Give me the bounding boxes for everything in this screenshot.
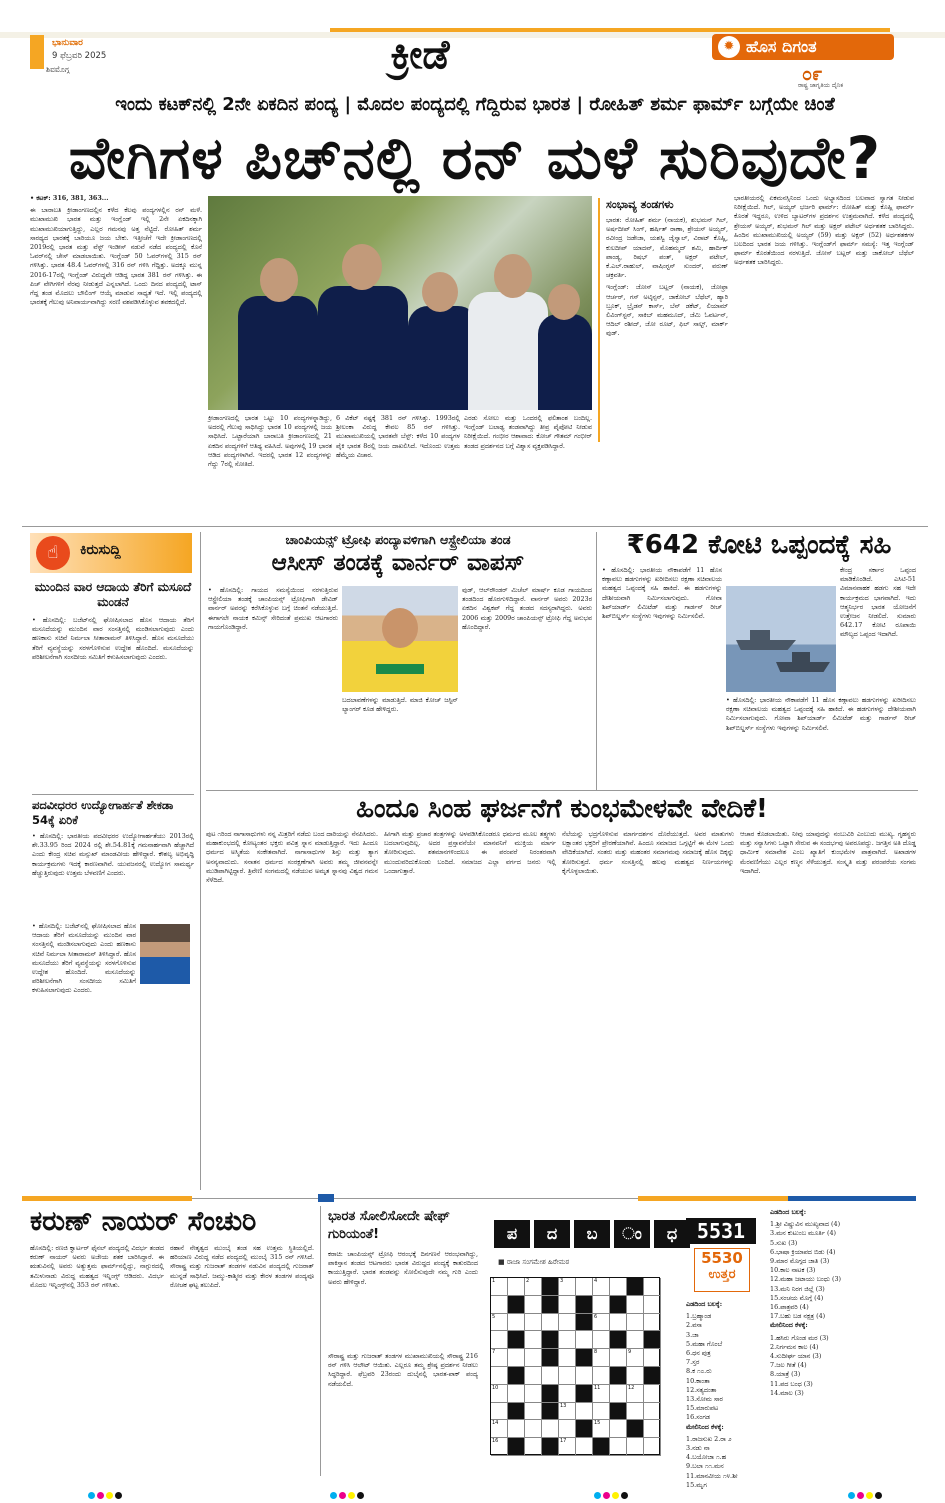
crossword-cell[interactable] — [508, 1420, 525, 1438]
previous-number: 5530 — [701, 1249, 743, 1267]
clue-item: 11.ಪದ ಬಂಧ (3) — [770, 1379, 813, 1388]
crossword-block — [576, 1314, 593, 1332]
padabandha-author: ■ ರಾಜಾ ಸಂಗಮೇಶ ಹಿರೇಮಠ — [498, 1258, 570, 1266]
crossword-cell[interactable] — [525, 1367, 542, 1385]
probables-england: ಇಂಗ್ಲೆಂಡ್: ಜೋಸ್ ಬಟ್ಲರ್ (ನಾಯಕ), ಜೋಫ್ರಾ ಆರ್ಚರ್, ಗಸ್ ಅಟ್ಕಿನ್ಸನ್, ಜಾಕೋಬ್ ಬೆಥೆಲ್, ಹ್ಯಾರಿ ಬ್ರೂಕ್, ಬ್ರೈಡನ್ ಕಾರ್ಸ್, ಬೆನ್ ಡಕೆಟ್, ಲಿಯಾಮ್ ಲಿವಿಂಗ್‌ಸ್ಟನ್, ಸಾಕಿಬ್ ಮಹಮೂದ್, ಜೆಮಿ ಓವರ್ಟನ್, ಆದಿಲ್ ರಶೀದ್, ಜೋ ರೂಟ್, ಫಿಲ್ ಸಾಲ್ಟ್, ಮಾರ್ಕ್ ವುಡ್. — [606, 283, 728, 338]
crossword-cell[interactable] — [491, 1438, 508, 1456]
lead-headline: ವೇಗಿಗಳ ಪಿಚ್‌ನಲ್ಲಿ ರನ್ ಮಳೆ ಸುರಿವುದೇ? — [68, 124, 882, 192]
cell-number: 9 — [628, 1349, 632, 1356]
crossword-cell[interactable] — [644, 1438, 661, 1456]
brief2-body-b — [32, 922, 136, 1190]
crossword-cell[interactable] — [627, 1331, 644, 1349]
padabandha-title — [494, 1220, 678, 1250]
cell-number: 14 — [492, 1420, 499, 1427]
crossword-cell[interactable] — [610, 1438, 627, 1456]
crossword-block — [508, 1296, 525, 1314]
clue-item: 7.ಜಲ ಗೀತೆ (4) — [770, 1361, 807, 1370]
clue-item: 12.ಮಹಾ ಜಟಾಯು ಬಂಧು (3) — [770, 1275, 842, 1284]
crossword-cell[interactable] — [627, 1385, 644, 1403]
minister-photo — [140, 924, 190, 984]
crossword-cell[interactable] — [644, 1385, 661, 1403]
crossword-cell[interactable] — [559, 1367, 576, 1385]
lead-photo — [208, 196, 592, 410]
crossword-cell[interactable] — [491, 1420, 508, 1438]
crossword-cell[interactable] — [491, 1349, 508, 1367]
cell-number: 15 — [594, 1420, 601, 1427]
cell-number: 7 — [492, 1349, 496, 1356]
warner-photo — [342, 586, 458, 692]
cell-number: 11 — [594, 1384, 601, 1391]
masthead-town: ಶಿವಮೊಗ್ಗ — [46, 65, 70, 74]
crossword-cell[interactable] — [559, 1438, 576, 1456]
crossword-block — [542, 1331, 559, 1349]
divider — [206, 790, 918, 791]
crossword-cell[interactable] — [508, 1314, 525, 1332]
clue-item: 16.ಸಂಗಡ — [686, 1413, 710, 1422]
clue-item: 15.ಸಂಚಯ ಮೊಗ್ಗೆ (4) — [770, 1293, 824, 1302]
crossword-clues — [770, 1208, 918, 1478]
masthead-day: ಭಾನುವಾರ — [52, 38, 83, 48]
warner-kicker: ಚಾಂಪಿಯನ್ಸ್ ಟ್ರೋಫಿ ಪಂದ್ಯಾವಳಿಗಾಗಿ ಆಸ್ಟ್ರೇಲಿಯಾ ತಂಡ — [285, 532, 511, 547]
brief1-body: • ಹೊಸದಿಲ್ಲಿ: ಬಜೆಟ್‌ನಲ್ಲಿ ಘೋಷಿಸಲಾದ ಹೊಸ ಆದಾಯ ತೆರಿಗೆ ಮಸೂದೆಯನ್ನು ಮುಂದಿನ ವಾರ ಸಂಸತ್ತಿನಲ್ಲಿ ಮಂಡಿಸಲಾಗುವುದು ಎಂದು ಹಣಕಾಸು ಸಚಿವೆ ನಿರ್ಮಲಾ ಸೀತಾರಾಮನ್ ತಿಳಿಸಿದ್ದಾರೆ. ಹೊಸ ಮಸೂದೆಯು ತೆರಿಗೆ ವ್ಯವಸ್ಥೆಯನ್ನು ಸರಳಗೊಳಿಸುವ ಉದ್ದೇಶ ಹೊಂದಿದೆ. ಮಸೂದೆಯನ್ನು ಪರಿಶೀಲನೆಗಾಗಿ ಸಂಸದೀಯ ಸಮಿತಿಗೆ ಕಳುಹಿಸಲಾಗುವುದು ಎಂದರು. — [32, 616, 194, 661]
clue-item: 4.ಸುದೀರ್ಘ ಯಾನ (3) — [770, 1352, 822, 1361]
crossword-cell[interactable] — [491, 1314, 508, 1332]
crossword-cell[interactable] — [610, 1385, 627, 1403]
crossword-cell[interactable] — [627, 1296, 644, 1314]
previous-answer-box — [694, 1248, 750, 1292]
clue-item: 15.ಮಾರುಪಟ — [686, 1404, 719, 1413]
color-bar — [638, 1196, 788, 1201]
kirusuddi-title: ಕಿರುಸುದ್ದಿ — [80, 542, 121, 558]
crossword-block — [576, 1296, 593, 1314]
clue-item: 1.ರಾಜಸುಖ 2.ರಾ ೨ — [686, 1434, 732, 1443]
crossword-cell[interactable] — [627, 1314, 644, 1332]
solisode-headline: ಭಾರತ ಸೋಲಿಸೋದೇ ಷೇಫ್ ಗುರಿಯಂತೆ! — [328, 1209, 450, 1242]
divider — [32, 794, 194, 795]
crossword-block — [508, 1403, 525, 1421]
crossword-cell[interactable] — [576, 1403, 593, 1421]
karun-body-right: ರಹಾನೆ ನೇತೃತ್ವದ ಮುಂಬೈ ತಂಡ ಸಹ ಉತ್ತಮ ಸ್ಥಿತಿಯಲ್ಲಿದೆ. ಹರಿಯಾಣ ವಿರುದ್ಧ ನಡೆದ ಪಂದ್ಯದಲ್ಲಿ ಮುಂಬೈ 315 ರನ್ ಗಳಿಸಿದೆ. ಸೌರಾಷ್ಟ್ರ ಮತ್ತು ಗುಜರಾತ್ ತಂಡಗಳ ನಡುವಿನ ಪಂದ್ಯದಲ್ಲಿ ಗುಜರಾತ್ ಮುನ್ನಡೆ ಸಾಧಿಸಿದೆ. ಜಮ್ಮು-ಕಾಶ್ಮೀರ ಮತ್ತು ಕೇರಳ ತಂಡಗಳ ಪಂದ್ಯವೂ ರೋಚಕ ಘಟ್ಟ ತಲುಪಿದೆ. — [170, 1244, 314, 1289]
clues-down-heading: ಮೇಲಿನಿಂದ ಕೆಳಕ್ಕೆ: — [770, 1321, 808, 1330]
clue-item: 13.ಮನಿ ನಿರಗ ಜಿಲ್ಲೆ (3) — [770, 1284, 825, 1293]
crossword-cell[interactable] — [491, 1385, 508, 1403]
probables-box — [598, 198, 728, 442]
crossword-block — [576, 1420, 593, 1438]
crossword-cell[interactable] — [508, 1278, 525, 1296]
crossword-cell[interactable] — [525, 1385, 542, 1403]
clue-item: 15.ಮೃಗ — [686, 1480, 707, 1489]
crossword-cell[interactable] — [593, 1403, 610, 1421]
crossword-block — [542, 1349, 559, 1367]
color-bar — [22, 1196, 192, 1201]
crossword-cell[interactable] — [576, 1278, 593, 1296]
crossword-block — [576, 1349, 593, 1367]
crossword-cell[interactable] — [593, 1385, 610, 1403]
crossword-cell[interactable] — [644, 1420, 661, 1438]
crossword-block — [593, 1438, 610, 1456]
karun-body-left: ಹೊಸದಿಲ್ಲಿ: ರಣಜಿ ಕ್ವಾರ್ಟರ್ ಫೈನಲ್ ಪಂದ್ಯದಲ್ಲಿ ವಿದರ್ಭ ತಂಡದ ಕರುಣ್ ನಾಯರ್ ಅವರು ಅಜೇಯ ಶತಕ ಬಾರಿಸಿದ್ದಾರೆ. ಈ ಋತುವಿನಲ್ಲಿ ಅವರು ಅತ್ಯುತ್ತಮ ಫಾರ್ಮ್‌ನಲ್ಲಿದ್ದು, ನಾಗ್ಪುರದಲ್ಲಿ ತಮಿಳುನಾಡು ವಿರುದ್ಧ ಮಹತ್ವದ ಇನ್ನಿಂಗ್ಸ್ ಆಡಿದರು. ವಿದರ್ಭ ಮೊದಲ ಇನ್ನಿಂಗ್ಸ್‌ನಲ್ಲಿ 353 ರನ್ ಗಳಿಸಿತು. — [30, 1244, 164, 1289]
lead-dateline: • ಕಟಕ್: 316, 381, 363... — [30, 194, 109, 202]
crossword-cell[interactable] — [627, 1367, 644, 1385]
divider — [22, 526, 928, 527]
crossword-cell[interactable] — [593, 1296, 610, 1314]
crossword-cell[interactable] — [593, 1367, 610, 1385]
previous-answers — [686, 1300, 768, 1489]
logo-tagline: ರಾಷ್ಟ್ರ ಜಾಗೃತಿಯ ದೈನಿಕ — [798, 82, 844, 89]
crossword-block — [644, 1331, 661, 1349]
crossword-cell[interactable] — [593, 1278, 610, 1296]
crossword-cell[interactable] — [627, 1438, 644, 1456]
cell-number: 16 — [492, 1438, 499, 1445]
cell-number: 12 — [628, 1384, 635, 1391]
clue-item: 13.ಸೋಮ ಸಾರ — [686, 1395, 723, 1404]
clue-item: 9.ಬಲಾ ೧೧.ಮನ — [686, 1462, 724, 1471]
lead-body-3: 6 ವಿಕೆಟ್ ನಷ್ಟಕ್ಕೆ 381 ರನ್ ಗಳಿಸಿತ್ತು. 1993ರಲ್ಲಿ ಶ್ರೀಲಂಕಾ ವಿರುದ್ಧ ಕೇವಲ 85 ರನ್ ಗಳಿಸಿತ್ತು. ಮುಖಾಮುಖಿಯಲ್ಲಿ ಭಾರತವೇ ಬೆಸ್ಟ್: ಕಳೆದ 10 ಪಂದ್ಯಗಳ ಪೈಕಿ ಭಾರತ 8ರಲ್ಲಿ ಜಯ ದಾಖಲಿಸಿದೆ. ಇದೊಂದು ಉತ್ತಮ ಹೆಮ್ಮೆಯ ವಿಚಾರ. — [336, 414, 460, 459]
brief2-body-a: • ಹೊಸದಿಲ್ಲಿ: ಭಾರತೀಯ ಪದವೀಧರರ ಉದ್ಯೋಗಾರ್ಹತೆಯು 2013ರಲ್ಲಿ ಶೇ.33.95 ರಿಂದ 2024 ರಲ್ಲಿ ಶೇ.54.81ಕ್ಕೆ ಗಮನಾರ್ಹವಾಗಿ ಹೆಚ್ಚಾಗಿದೆ ಎಂದು ಕೇಂದ್ರ ಸಚಿವ ಮನ್ಸುಖ್ ಮಾಂಡವೀಯ ಹೇಳಿದ್ದಾರೆ. ಕೌಶಲ್ಯ ಅಭಿವೃದ್ಧಿ ಕಾರ್ಯಕ್ರಮಗಳು ಇದಕ್ಕೆ ಕಾರಣವಾಗಿವೆ. ಯುವಜನರಲ್ಲಿ ಉದ್ಯೋಗ ಸಾಮರ್ಥ್ಯ ಹೆಚ್ಚುತ್ತಿರುವುದು ಉತ್ತಮ ಬೆಳವಣಿಗೆ ಎಂದರು. — [32, 832, 194, 877]
clue-item: 17.ಬಹು ಬಡ ನಕ್ಷತ್ರ (4) — [770, 1312, 826, 1321]
lead-body-1: ಈ ಬಾರಾಬತಿ ಕ್ರೀಡಾಂಗಣದಲ್ಲಿನ ಕಳೆದ ಕೆಲವು ಪಂದ್ಯಗಳಲ್ಲಿನ ರನ್ ಮಳೆ. ಮುಖಾಮುಖಿ ಭಾರತ ಮತ್ತು ಇಂಗ್ಲೆಂಡ್ ಇಲ್ಲಿ 2ನೇ ಏಕದಿನಕ್ಕಾಗಿ ಮುಖಾಮುಖಿಯಾಗುತ್ತಿದ್ದು, ಎಲ್ಲರ ಗಮನವು ಅತ್ತ ನೆಟ್ಟಿದೆ. ರೋಹಿತ್ ಶರ್ಮ ಸಾರಥ್ಯದ ಭಾರತಕ್ಕೆ ಬಾರಿಯೂ ಜಯ ಬೇಕು. ಇತ್ತೀಚೆಗೆ ಇದೇ ಕ್ರೀಡಾಂಗಣದಲ್ಲಿ 2019ರಲ್ಲಿ ಭಾರತ ಮತ್ತು ವೆಸ್ಟ್ ಇಂಡೀಸ್ ನಡುವೆ ನಡೆದ ಪಂದ್ಯದಲ್ಲಿ ಕೊನೆ ಓವರ್‌ನಲ್ಲಿ ಚೇಸ್ ಮಾಡಲಾಯಿತು. ಇಂಗ್ಲೆಂಡ್ 50 ಓವರ್‌ಗಳಲ್ಲಿ 315 ರನ್ ಗಳಿಸಿತ್ತು. ಭಾರತ 48.4 ಓವರ್‌ಗಳಲ್ಲಿ 316 ರನ್ ಗಳಿಸಿ ಗೆದ್ದಿತ್ತು. ಅದಕ್ಕೂ ಮುನ್ನ 2016-17ರಲ್ಲಿ ಇಂಗ್ಲೆಂಡ್ ವಿರುದ್ಧವೇ ಆಡಿದ್ದ ಭಾರತ 381 ರನ್ ಗಳಿಸಿತ್ತು. ಈ ಪಿಚ್ ವೇಗಿಗಳಿಗೆ ನೆರವು ನೀಡುತ್ತದೆ ಎನ್ನಲಾಗಿದೆ. ಒಂದು ದಿನದ ಪಂದ್ಯದಲ್ಲಿ ಟಾಸ್ ಗೆದ್ದ ತಂಡ ಮೊದಲು ಬೌಲಿಂಗ್ ಆಯ್ಕೆ ಮಾಡುವ ಸಾಧ್ಯತೆ ಇದೆ. ಇಲ್ಲಿ ಪಂದ್ಯದಲ್ಲಿ ಭಾರತಕ್ಕೆ ಗೆಲುವು ಅನಿವಾರ್ಯವಾಗಿದ್ದು ಸರಣಿ ವಶಪಡಿಸಿಕೊಳ್ಳುವ ತವಕದಲ್ಲಿದೆ. — [30, 206, 202, 307]
crossword-cell[interactable] — [627, 1349, 644, 1367]
clue-item: 2.ನಿರ್ಗಮನ ಕಾಲ (4) — [770, 1342, 819, 1351]
lead-column-2 — [208, 414, 332, 524]
clue-item: 11.ಮಾನವೀಯ ೧೪.ಶೀ — [686, 1471, 738, 1480]
crossword-block — [610, 1403, 627, 1421]
crossword-cell[interactable] — [644, 1278, 661, 1296]
page-number: ೦೯ — [802, 64, 823, 85]
cell-number: 6 — [594, 1313, 598, 1320]
lead-column-4 — [464, 414, 592, 524]
crossword-block — [610, 1296, 627, 1314]
crossword-cell[interactable] — [542, 1314, 559, 1332]
answers-down-heading: ಮೇಲಿನಿಂದ ಕೆಳಕ್ಕೆ: — [686, 1422, 724, 1431]
cell-number: 3 — [560, 1278, 564, 1284]
crossword-cell[interactable] — [491, 1331, 508, 1349]
color-bar — [318, 1194, 334, 1202]
clue-item: 6.ಭಾಷಾ ಕ್ರಿಯಾಪದ ಬಿಡು (4) — [770, 1247, 836, 1256]
crossword-block — [508, 1331, 525, 1349]
cell-number: 2 — [526, 1278, 530, 1284]
title-letter-tile: ಧ — [654, 1220, 690, 1248]
lead-column-right — [734, 194, 914, 524]
clue-item: 14.ಮಾಲ (3) — [770, 1388, 804, 1397]
navy-body-left: • ಹೊಸದಿಲ್ಲಿ: ಭಾರತೀಯ ನೌಕಾಪಡೆಗೆ 11 ಹೊಸ ಕಣ್ಗಾವಲು ಹಡಗುಗಳನ್ನು ಖರೀದಿಸಲು ರಕ್ಷಣಾ ಸಚಿವಾಲಯ ಮಹತ್ವದ ಒಪ್ಪಂದಕ್ಕೆ ಸಹಿ ಹಾಕಿದೆ. ಈ ಹಡಗುಗಳನ್ನು ದೇಶೀಯವಾಗಿ ನಿರ್ಮಿಸಲಾಗುವುದು. ಗೋವಾ ಶಿಪ್‌ಯಾರ್ಡ್ ಲಿಮಿಟೆಡ್ ಮತ್ತು ಗಾರ್ಡನ್ ರೀಚ್ ಶಿಪ್‌ಬಿಲ್ಡರ್ಸ್ ಸಂಸ್ಥೆಗಳು ಇವುಗಳನ್ನು ನಿರ್ಮಿಸಲಿವೆ. — [602, 566, 722, 621]
crossword-cell[interactable] — [542, 1420, 559, 1438]
kumbh-headline: ಹಿಂದೂ ಸಿಂಹ ಘರ್ಜನೆಗೆ ಕುಂಭಮೇಳವೇ ವೇದಿಕೆ! — [356, 794, 768, 824]
clue-item: 1.ಬ್ರಹ್ಮಾಂಡ — [686, 1312, 712, 1321]
solisode-body-right: ಸೌರಾಷ್ಟ್ರ ಮತ್ತು ಗುಜರಾತ್ ತಂಡಗಳ ಮುಖಾಮುಖಿಯಲ್ಲಿ ಸೌರಾಷ್ಟ್ರ 216 ರನ್ ಗಳಿಸಿ ಆಲೌಟ್ ಆಯಿತು. ಎಲ್ಲರೂ ತಮ್ಮ ಶ್ರೇಷ್ಠ ಪ್ರದರ್ಶನ ನೀಡಲು ಸಿದ್ಧರಿದ್ದಾರೆ. ಫೆಬ್ರವರಿ 23ರಂದು ದುಬೈನಲ್ಲಿ ಭಾರತ-ಪಾಕ್ ಪಂದ್ಯ ನಡೆಯಲಿದೆ. — [328, 1352, 478, 1388]
lamp-icon: ✹ — [718, 36, 740, 58]
cell-number: 13 — [560, 1402, 567, 1409]
clue-item: 8.ಯಾತ್ರೆ (3) — [770, 1370, 801, 1379]
masthead-accent — [30, 35, 44, 69]
crossword-cell[interactable] — [610, 1349, 627, 1367]
crossword-cell[interactable] — [491, 1296, 508, 1314]
crossword-cell[interactable] — [559, 1296, 576, 1314]
probables-title: ಸಂಭಾವ್ಯ ತಂಡಗಳು — [606, 198, 674, 211]
clue-item: 5.ಮಹಾ ಗೊಂಬೆ — [686, 1339, 723, 1348]
warner-body-right: ವುಡ್, ಆಲ್‌ರೌಂಡರ್ ಮಿಚೆಲ್ ಮಾರ್ಷ್ ಕೂಡ ಗಾಯದಿಂದ ತಂಡದಿಂದ ಹೊರಗುಳಿದಿದ್ದಾರೆ. ವಾರ್ನರ್ ಅವರು 2023ರ ಏಕದಿನ ವಿಶ್ವಕಪ್ ಗೆದ್ದ ತಂಡದ ಸದಸ್ಯರಾಗಿದ್ದರು. ಅವರು 2006 ಮತ್ತು 2009ರ ಚಾಂಪಿಯನ್ಸ್ ಟ್ರೋಫಿ ಗೆದ್ದ ಅನುಭವ ಹೊಂದಿದ್ದಾರೆ. — [462, 586, 592, 631]
clue-item: 16.ಪಾತ್ರವರಿ (4) — [770, 1303, 809, 1312]
crossword-cell[interactable] — [525, 1420, 542, 1438]
crossword-cell[interactable] — [508, 1349, 525, 1367]
crossword-cell[interactable] — [576, 1438, 593, 1456]
logo-text: ಹೊಸ ದಿಗಂತ — [746, 37, 817, 56]
cell-number: 5 — [492, 1313, 496, 1320]
title-letter-tile: ಂ — [614, 1220, 650, 1248]
crossword-cell[interactable] — [525, 1438, 542, 1456]
warner-caption: ಬದಲಾವಣೆಗಳನ್ನು ಮಾಡುತ್ತಿದೆ. ಮಾಜಿ ಕೋಚ್ ಜಸ್ಟಿನ್ ಲ್ಯಾಂಗರ್ ಕೂಡ ಹೇಳಿದ್ದರು. — [342, 696, 458, 714]
crossword-cell[interactable] — [593, 1349, 610, 1367]
crossword-cell[interactable] — [491, 1367, 508, 1385]
divider — [200, 532, 201, 1190]
lead-body-right: ಭಾರತೀಯರಲ್ಲಿ ಏಕಮನಸ್ಸಿನಿಂದ ಒಂದು ಅಭ್ಯಾಸದಿಂದ ಬಲವಾದ ಸ್ವಾಗತ ನೀಡುವ ನಿರೀಕ್ಷೆಯಿದೆ. ಗಿಲ್, ಅಯ್ಯರ್ ಭರ್ಜರಿ ಫಾರ್ಮ್: ರೋಹಿತ್ ಮತ್ತು ಕೊಹ್ಲಿ ಫಾರ್ಮ್ ಕೊರತೆ ಇದ್ದರೂ, ಉಳಿದ ಬ್ಯಾಟರ್‌ಗಳ ಪ್ರದರ್ಶನ ಉತ್ತಮವಾಗಿದೆ. ಕಳೆದ ಪಂದ್ಯದಲ್ಲಿ ಶ್ರೇಯಸ್ ಅಯ್ಯರ್, ಶುಭಮನ್ ಗಿಲ್ ಮತ್ತು ಅಕ್ಷರ್ ಪಟೇಲ್ ಅರ್ಧಶತಕ ಬಾರಿಸಿದ್ದರು. ಹಿಂದಿನ ಮುಖಾಮುಖಿಯಲ್ಲಿ ಅಯ್ಯರ್ (59) ಮತ್ತು ಅಕ್ಷರ್ (52) ಅರ್ಧಶತಕಗಳ ಬಲದಿಂದ ಭಾರತ ಜಯ ಗಳಿಸಿತ್ತು. ಇಂಗ್ಲೆಂಡ್‌ಗೆ ಫಾರ್ಮ್ ಸಮಸ್ಯೆ: ಇತ್ತ ಇಂಗ್ಲೆಂಡ್ ಫಾರ್ಮ್ ಕೊರತೆಯಿಂದ ನರಳುತ್ತಿದೆ. ಜೋಸ್ ಬಟ್ಲರ್ ಮತ್ತು ಜಾಕೋಬ್ ಬೆಥೆಲ್ ಅರ್ಧಶತಕ ಬಾರಿಸಿದ್ದರು. — [734, 194, 914, 267]
crossword-block — [610, 1331, 627, 1349]
crossword-block — [610, 1367, 627, 1385]
lead-kicker: ಇಂದು ಕಟಕ್‌ನಲ್ಲಿ 2ನೇ ಏಕದಿನ ಪಂದ್ಯ | ಮೊದಲ ಪಂದ್ಯದಲ್ಲಿ ಗೆದ್ದಿರುವ ಭಾರತ | ರೋಹಿತ್ ಶರ್ಮ ಫಾರ್ಮ್ ಬಗ್ಗೆಯೇ ಚಿಂತೆ — [115, 94, 835, 115]
cell-number: 8 — [594, 1349, 598, 1356]
cell-number: 17 — [560, 1438, 567, 1445]
crossword-cell[interactable] — [491, 1403, 508, 1421]
crossword-cell[interactable] — [525, 1314, 542, 1332]
crossword-cell[interactable] — [525, 1296, 542, 1314]
section-title: ಕ್ರೀಡೆ — [390, 32, 450, 78]
clue-item: 9.ಮಾರ ಮೊಗ್ಗದ ಜಾತಿ (3) — [770, 1257, 830, 1266]
clue-item: 4.ಬಯೋಜಾ ೧.ಹ — [686, 1453, 727, 1462]
crossword-block — [542, 1403, 559, 1421]
crossword-cell[interactable] — [593, 1314, 610, 1332]
masthead-date: 9 ಫೆಬ್ರವರಿ 2025 — [52, 51, 107, 61]
crossword-cell[interactable] — [559, 1403, 576, 1421]
clue-item: 12.ಸತ್ಯದಂತಾ — [686, 1385, 717, 1394]
title-letter-tile: ಬ — [574, 1220, 610, 1248]
crossword-cell[interactable] — [542, 1367, 559, 1385]
navy-body-bottom: • ಹೊಸದಿಲ್ಲಿ: ಭಾರತೀಯ ನೌಕಾಪಡೆಗೆ 11 ಹೊಸ ಕಣ್ಗಾವಲು ಹಡಗುಗಳನ್ನು ಖರೀದಿಸಲು ರಕ್ಷಣಾ ಸಚಿವಾಲಯ ಮಹತ್ವದ ಒಪ್ಪಂದಕ್ಕೆ ಸಹಿ ಹಾಕಿದೆ. ಈ ಹಡಗುಗಳನ್ನು ದೇಶೀಯವಾಗಿ ನಿರ್ಮಿಸಲಾಗುವುದು. ಗೋವಾ ಶಿಪ್‌ಯಾರ್ಡ್ ಲಿಮಿಟೆಡ್ ಮತ್ತು ಗಾರ್ಡನ್ ರೀಚ್ ಶಿಪ್‌ಬಿಲ್ಡರ್ಸ್ ಸಂಸ್ಥೆಗಳು ಇವುಗಳನ್ನು ನಿರ್ಮಿಸಲಿವೆ. — [726, 696, 916, 732]
registration-dots — [594, 1484, 630, 1503]
probables-body — [606, 216, 728, 438]
crossword-cell[interactable] — [576, 1331, 593, 1349]
clue-item: 2.ವಸಾ — [686, 1321, 702, 1330]
karun-headline: ಕರುಣ್ ನಾಯರ್ ಸೆಂಚುರಿ — [30, 1206, 257, 1237]
crossword-cell[interactable] — [525, 1403, 542, 1421]
clue-item: 1.ಶ್ರೀ ವಿಷ್ಣುವಿನ ಮುಖ್ಯವಾದ (4) — [770, 1220, 841, 1229]
crossword-cell[interactable] — [627, 1403, 644, 1421]
title-letter-tile: ದ — [534, 1220, 570, 1248]
clue-item: 5.ಸುಖ (3) — [770, 1238, 798, 1247]
crossword-cell[interactable] — [593, 1331, 610, 1349]
crossword-cell[interactable] — [559, 1314, 576, 1332]
crossword-block — [542, 1296, 559, 1314]
crossword-cell[interactable] — [559, 1331, 576, 1349]
crossword-block — [508, 1438, 525, 1456]
crossword-block — [542, 1385, 559, 1403]
clue-item: 7.ಸ್ತರ — [686, 1358, 700, 1367]
navy-headline: ₹642 ಕೋಟಿ ಒಪ್ಪಂದಕ್ಕೆ ಸಹಿ — [626, 530, 892, 560]
answers-across-heading: ಎಡದಿಂದ ಬಲಕ್ಕೆ: — [686, 1300, 723, 1308]
kumbh-column-3: ನೆಲೆಯನ್ನು ಭದ್ರಗೊಳಿಸುವ ಮಾರ್ಗದರ್ಶನ ದೊರೆಯುತ್ತದೆ. ಅವರ ಮಾತುಗಳು ಲಕ್ಷಾಂತರ ಭಕ್ತರಿಗೆ ಪ್ರೇರಣೆಯಾಗಿವೆ. ಹಿಂದೂ ಸಮಾಜದ ಒಗ್ಗಟ್ಟಿಗೆ ಈ ಮೇಳ ಒಂದು ವೇದಿಕೆಯಾಗಿದೆ. ಸಂತರು ಮತ್ತು ಮಹಂತರ ಸಮಾಗಮವು ಸಮಾಜಕ್ಕೆ ಹೊಸ ದಿಕ್ಕನ್ನು ತೋರಿಸುತ್ತದೆ. ಧರ್ಮ ಸಂಸತ್ತಿನಲ್ಲಿ ಹಲವು ಮಹತ್ವದ ನಿರ್ಣಯಗಳನ್ನು ಕೈಗೊಳ್ಳಲಾಯಿತು. — [562, 830, 734, 875]
warner-headline: ಆಸೀಸ್ ತಂಡಕ್ಕೆ ವಾರ್ನರ್ ವಾಪಸ್ — [271, 550, 525, 576]
crossword-block — [508, 1367, 525, 1385]
lead-column-3 — [336, 414, 460, 524]
color-bar — [788, 1196, 916, 1201]
clue-item: 10.ಕಾಂತಾ — [686, 1376, 710, 1385]
cell-number: 10 — [492, 1384, 499, 1391]
crossword-block — [542, 1438, 559, 1456]
cell-number: 1 — [492, 1278, 496, 1284]
crossword-cell[interactable] — [593, 1420, 610, 1438]
navy-body-right: ಕೇಂದ್ರ ಸರ್ಕಾರ ಒಪ್ಪಂದ ಮಾಡಿಕೊಂಡಿದೆ. ಎಸಿಟಿ-51 ವಿಮಾನವಾಹಕ ಹಡಗು ಸಹ ಇದೇ ಕಾರ್ಯಕ್ರಮದ ಭಾಗವಾಗಿದೆ. ಇದು ಆತ್ಮನಿರ್ಭರ ಭಾರತ ಯೋಜನೆಗೆ ಉತ್ತೇಜನ ನೀಡಲಿದೆ. ಸುಮಾರು 642.17 ಕೋಟಿ ರೂಪಾಯಿ ಮೌಲ್ಯದ ಒಪ್ಪಂದ ಇದಾಗಿದೆ. — [840, 566, 916, 639]
crossword-cell[interactable] — [644, 1296, 661, 1314]
title-letter-tile: ಪ — [494, 1220, 530, 1248]
cell-number: 4 — [594, 1278, 598, 1284]
hand-pointing-icon: ☝ — [36, 536, 70, 570]
clue-item: 10.ಕಾಲ ನಾಟಕ (3) — [770, 1266, 816, 1275]
clue-item: 3.ಮನ ಕುಟುಂಬ ಮೂರ್ತಿ (4) — [770, 1229, 836, 1238]
crossword-block — [627, 1420, 644, 1438]
crossword-cell[interactable] — [644, 1349, 661, 1367]
answer-label: ಉತ್ತರ — [708, 1267, 736, 1282]
crossword-cell[interactable] — [644, 1403, 661, 1421]
clue-item: 1.ಹಸಿರು ಗೊಂಡ ಮರ (3) — [770, 1333, 829, 1342]
puzzle-number: 5531 — [686, 1218, 756, 1244]
crossword-cell[interactable] — [525, 1331, 542, 1349]
divider — [596, 532, 597, 790]
crossword-cell[interactable] — [610, 1420, 627, 1438]
crossword-grid[interactable] — [490, 1277, 660, 1455]
brief2-headline: ಪದವೀಧರರ ಉದ್ಯೋಗಾರ್ಹತೆ ಶೇಕಡಾ 54ಕ್ಕೆ ಏರಿಕೆ — [32, 798, 174, 827]
clues-across-heading: ಎಡದಿಂದ ಬಲಕ್ಕೆ: — [770, 1208, 807, 1216]
lead-body-4: ಎರಡು ಸೋಲು ಮತ್ತು ಒಂದರಲ್ಲಿ ಫಲಿತಾಂಶ ಬಂದಿಲ್ಲ. ಇಂಗ್ಲೆಂಡ್ ಬಲಾಢ್ಯ ತಂಡವಾಗಿದ್ದು ತೀವ್ರ ಪೈಪೋಟಿ ನೀಡುವ ನಿರೀಕ್ಷೆಯಿದೆ. ಗಂಭೀರ ಆಶಾವಾದ: ಕೋಚ್ ಗೌತಮ್ ಗಂಭೀರ್ ತಂಡದ ಪ್ರದರ್ಶನದ ಬಗ್ಗೆ ವಿಶ್ವಾಸ ವ್ಯಕ್ತಪಡಿಸಿದ್ದಾರೆ. — [464, 414, 592, 450]
crossword-cell[interactable] — [576, 1367, 593, 1385]
crossword-block — [644, 1367, 661, 1385]
crossword-cell[interactable] — [508, 1385, 525, 1403]
crossword-cell[interactable] — [525, 1349, 542, 1367]
navy-ships-photo — [726, 586, 836, 692]
solisode-body-left: ಕರಾಚಿ: ಚಾಂಪಿಯನ್ಸ್ ಟ್ರೋಫಿ ಆರಂಭಕ್ಕೆ ದಿನಗಣನೆ ಆರಂಭವಾಗಿದ್ದು, ಪಾಕಿಸ್ತಾನ ತಂಡದ ಆಟಗಾರರು ಭಾರತ ವಿರುದ್ಧದ ಪಂದ್ಯಕ್ಕೆ ಕಾತುರದಿಂದ ಕಾಯುತ್ತಿದ್ದಾರೆ. ಭಾರತ ತಂಡವನ್ನು ಸೋಲಿಸುವುದೇ ನಮ್ಮ ಗುರಿ ಎಂದು ಅವರು ಹೇಳಿದ್ದಾರೆ. — [328, 1250, 478, 1286]
crossword-block — [576, 1385, 593, 1403]
registration-dots — [848, 1484, 884, 1503]
clue-item: 3.ನಡು ನಾ — [686, 1444, 710, 1453]
clue-item: 3.ಜಾ — [686, 1330, 699, 1339]
warner-body-left: • ಹೊಸದಿಲ್ಲಿ: ಗಾಯದ ಸಮಸ್ಯೆಯಿಂದ ನರಳುತ್ತಿರುವ ಆಸ್ಟ್ರೇಲಿಯಾ ತಂಡಕ್ಕೆ ಚಾಂಪಿಯನ್ಸ್ ಟ್ರೋಫಿಗಾಗಿ ಡೇವಿಡ್ ವಾರ್ನರ್ ಅವರನ್ನು ಕರೆಸಿಕೊಳ್ಳುವ ಬಗ್ಗೆ ಚಿಂತನೆ ನಡೆಯುತ್ತಿದೆ. ಈಗಾಗಲೇ ನಾಯಕ ಕಮಿನ್ಸ್ ಸೇರಿದಂತೆ ಪ್ರಮುಖ ಆಟಗಾರರು ಗಾಯಗೊಂಡಿದ್ದಾರೆ. — [208, 586, 338, 631]
kumbh-column-4: ಆಚಾರ ಕೊಡಲಾಯಿತು. ನೀವು ಯಾವುದನ್ನು ನಂಬುವಿರಿ ಎಂಬುದು ಮುಖ್ಯ. ಗೃಹಸ್ಥರು ಮತ್ತು ಸನ್ಯಾಸಿಗಳು ಒಟ್ಟಾಗಿ ಸೇರುವ ಈ ಸಂದರ್ಭವು ಅಪರೂಪದ್ದು. ಜಗತ್ತಿನ ಅತಿ ದೊಡ್ಡ ಧಾರ್ಮಿಕ ಸಮಾವೇಶ ಎಂಬ ಖ್ಯಾತಿಗೆ ಕುಂಭಮೇಳ ಪಾತ್ರವಾಗಿದೆ. ಅಖಾಡಗಳ ಮೆರವಣಿಗೆಯು ಎಲ್ಲರ ಕಣ್ಮನ ಸೆಳೆಯುತ್ತದೆ. ಸಂಸ್ಕೃತಿ ಮತ್ತು ಪರಂಪರೆಯ ಸಂಗಮ ಇದಾಗಿದೆ. — [740, 830, 916, 875]
crossword-block — [542, 1278, 559, 1296]
clue-item: 6.ಧನ ಪುತ್ರ — [686, 1349, 711, 1358]
crossword-cell[interactable] — [559, 1278, 576, 1296]
crossword-block — [627, 1278, 644, 1296]
probables-india: ಭಾರತ: ರೋಹಿತ್ ಶರ್ಮ (ನಾಯಕ), ಶುಭಮನ್ ಗಿಲ್, ಅರ್ಷದೀಪ್ ಸಿಂಗ್, ಹರ್ಷಿತ್ ರಾಣಾ, ಶ್ರೇಯಸ್ ಅಯ್ಯರ್, ರವೀಂದ್ರ ಜಡೇಜಾ, ಯಶಸ್ವಿ ಜೈಸ್ವಾಲ್, ವಿರಾಟ್ ಕೊಹ್ಲಿ, ಕುಲದೀಪ್ ಯಾದವ್, ಮೊಹಮ್ಮದ್ ಶಮಿ, ಹಾರ್ದಿಕ್ ಪಾಂಡ್ಯ, ರಿಷಭ್ ಪಂತ್, ಅಕ್ಷರ್ ಪಟೇಲ್, ಕೆ.ಎಲ್.ರಾಹುಲ್, ವಾಷಿಂಗ್ಟನ್ ಸುಂದರ್, ವರುಣ್ ಚಕ್ರವರ್ತಿ. — [606, 216, 728, 280]
crossword-cell[interactable] — [559, 1420, 576, 1438]
lead-column-1 — [30, 194, 202, 524]
crossword-cell[interactable] — [491, 1278, 508, 1296]
brief2-continued: • ಹೊಸದಿಲ್ಲಿ: ಬಜೆಟ್‌ನಲ್ಲಿ ಘೋಷಿಸಲಾದ ಹೊಸ ಆದಾಯ ತೆರಿಗೆ ಮಸೂದೆಯನ್ನು ಮುಂದಿನ ವಾರ ಸಂಸತ್ತಿನಲ್ಲಿ ಮಂಡಿಸಲಾಗುವುದು ಎಂದು ಹಣಕಾಸು ಸಚಿವೆ ನಿರ್ಮಲಾ ಸೀತಾರಾಮನ್ ತಿಳಿಸಿದ್ದಾರೆ. ಹೊಸ ಮಸೂದೆಯು ತೆರಿಗೆ ವ್ಯವಸ್ಥೆಯನ್ನು ಸರಳಗೊಳಿಸುವ ಉದ್ದೇಶ ಹೊಂದಿದೆ. ಮಸೂದೆಯನ್ನು ಪರಿಶೀಲನೆಗಾಗಿ ಸಂಸದೀಯ ಸಮಿತಿಗೆ ಕಳುಹಿಸಲಾಗುವುದು ಎಂದರು. — [32, 922, 136, 995]
crossword-cell[interactable] — [610, 1314, 627, 1332]
crossword-cell[interactable] — [525, 1278, 542, 1296]
kumbh-column-1: ಪುಟ ೧ರಿಂದ ನಾಗಾಸಾಧುಗಳು ನನ್ನ ಮಿತ್ರರಿಗೆ ನಡೆದು ಬಂದ ದಾರಿಯನ್ನು ನೆನಪಿಸಿದರು. ಮಹಾಕುಂಭದಲ್ಲಿ ಕೋಟ್ಯಂತರ ಭಕ್ತರು ಪವಿತ್ರ ಸ್ನಾನ ಮಾಡುತ್ತಿದ್ದಾರೆ. ಇದು ಹಿಂದೂ ಧರ್ಮದ ಅಸ್ಮಿತೆಯ ಸಂಕೇತವಾಗಿದೆ. ನಾಗಾಸಾಧುಗಳ ಶಿಸ್ತು ಮತ್ತು ತ್ಯಾಗ ಅನನ್ಯವಾದುದು. ಸನಾತನ ಧರ್ಮದ ಸಂರಕ್ಷಣೆಗಾಗಿ ಅವರು ತಮ್ಮ ಜೀವನವನ್ನೇ ಮುಡಿಪಾಗಿಟ್ಟಿದ್ದಾರೆ. ತ್ರಿವೇಣಿ ಸಂಗಮದಲ್ಲಿ ನಡೆಯುವ ಅಮೃತ ಸ್ನಾನವು ವಿಶ್ವದ ಗಮನ ಸೆಳೆದಿದೆ. — [206, 830, 378, 885]
brief1-headline: ಮುಂದಿನ ವಾರ ಆದಾಯ ತೆರಿಗೆ ಮಸೂದೆ ಮಂಡನೆ — [34, 580, 192, 609]
lead-body-2: ಕ್ರೀಡಾಂಗಣದಲ್ಲಿ ಭಾರತ ಒಟ್ಟು 10 ಪಂದ್ಯಗಳನ್ನಾಡಿದ್ದು, ಅದರಲ್ಲಿ ಗೆಲುವು ಸಾಧಿಸಿದ್ದು ಭಾರತ 10 ಪಂದ್ಯಗಳಲ್ಲಿ ಜಯ ಸಾಧಿಸಿದೆ. ಒಟ್ಟಾರೆಯಾಗಿ ಬಾರಾಬತಿ ಕ್ರೀಡಾಂಗಣದಲ್ಲಿ 21 ಏಕದಿನ ಪಂದ್ಯಗಳಿಗೆ ಆತಿಥ್ಯ ವಹಿಸಿದೆ. ಅವುಗಳಲ್ಲಿ 19 ಭಾರತ ಆಡಿದ ಪಂದ್ಯಗಳಾಗಿವೆ. ಇದರಲ್ಲಿ ಭಾರತ 12 ಪಂದ್ಯಗಳನ್ನು ಗೆದ್ದು 7ರಲ್ಲಿ ಸೋತಿದೆ. — [208, 414, 332, 469]
divider — [320, 1206, 321, 1476]
registration-dots — [330, 1484, 366, 1503]
clue-item: 8.ಕ ೧೦.ರು — [686, 1367, 712, 1376]
crossword-cell[interactable] — [610, 1278, 627, 1296]
registration-dots — [88, 1484, 124, 1503]
crossword-cell[interactable] — [644, 1314, 661, 1332]
kumbh-column-2: ಹೀಗಾಗಿ ಮತ್ತು ಪ್ರಚಾರ ತಂತ್ರಗಳನ್ನು ಅಳವಡಿಸಿಕೊಂಡರೂ ಧರ್ಮದ ಮೂಲ ತತ್ತ್ವಗಳು ಬದಲಾಗುವುದಿಲ್ಲ. ಅದರ ಪ್ರಸ್ತಾವನೆಯೇ ಮಾನವನಿಗೆ ಮುಕ್ತಿಯ ಮಾರ್ಗ ತೋರಿಸುವುದು. ಶತಮಾನಗಳಿಂದಲೂ ಈ ಪರಂಪರೆ ನಿರಂತರವಾಗಿ ಮುಂದುವರಿದುಕೊಂಡು ಬಂದಿದೆ. ಸಮಾಜದ ಎಲ್ಲಾ ವರ್ಗದ ಜನರು ಇಲ್ಲಿ ಒಂದಾಗುತ್ತಾರೆ. — [384, 830, 556, 875]
crossword-cell[interactable] — [559, 1385, 576, 1403]
crossword-cell[interactable] — [559, 1349, 576, 1367]
color-bar — [192, 1198, 638, 1199]
